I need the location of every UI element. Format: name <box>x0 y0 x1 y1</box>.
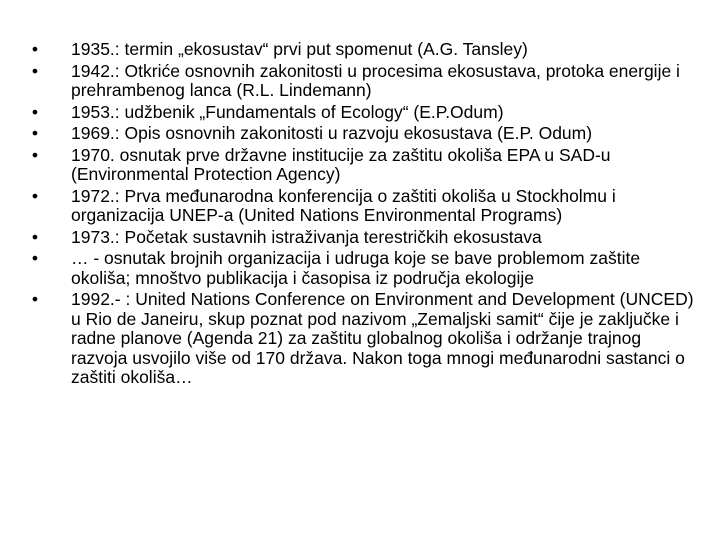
bullet-item-organizations <box>28 249 698 288</box>
bullet-item-1992 <box>28 290 698 388</box>
timeline-bullet-list <box>28 40 698 390</box>
bullet-text: 1973.: Početak sustavnih istraživanja terestričkih ekosustava <box>71 226 542 247</box>
bullet-item-1970 <box>28 146 698 185</box>
bullet-icon: • <box>31 248 39 268</box>
bullet-item-1973 <box>28 228 698 248</box>
bullet-icon: • <box>31 60 39 81</box>
bullet-item-1969 <box>28 124 698 144</box>
bullet-text: … - osnutak brojnih organizacija i udruga koje se bave problemom zaštite okoliša; mnoštvo publikacija i časopisa iz područja ekologije <box>71 248 641 288</box>
bullet-icon: • <box>31 289 39 309</box>
bullet-item-1972 <box>28 187 698 226</box>
bullet-item-1942 <box>28 62 698 101</box>
bullet-text: 1972.: Prva međunarodna konferencija o zaštiti okoliša u Stockholmu i organizacija UNEP-a (United Nations Environmental Programs) <box>71 185 616 225</box>
bullet-text: 1953.: udžbenik „Fundamentals of Ecology“ (E.P.Odum) <box>71 101 504 122</box>
bullet-text: 1970. osnutak prve državne institucije za zaštitu okoliša EPA u SAD-u (Environmental Protection Agency) <box>71 144 611 184</box>
bullet-text: 1935.: termin „ekosustav“ prvi put spomenut (A.G. Tansley) <box>71 39 528 59</box>
bullet-item-1953 <box>28 103 698 123</box>
bullet-text: 1969.: Opis osnovnih zakonitosti u razvoju ekosustava (E.P. Odum) <box>71 123 593 143</box>
bullet-icon: • <box>31 185 39 206</box>
bullet-icon: • <box>31 101 39 122</box>
bullet-icon: • <box>31 123 39 143</box>
bullet-text: 1942.: Otkriće osnovnih zakonitosti u procesima ekosustava, protoka energije i prehrambenog lanca (R.L. Lindemann) <box>71 60 680 100</box>
bullet-icon: • <box>31 144 39 165</box>
bullet-text: 1992.- : United Nations Conference on Environment and Development (UNCED) u Rio de Janeiru, skup poznat pod nazivom „Zemaljski samit“ čije je zaključke i radne planove (Agenda 21) za zaštitu globalnog okoliša i održanje trajnog razvoja usvojilo više od 170 država. Nakon toga mnogi međunarodni sastanci o zaštiti okoliša… <box>71 289 694 387</box>
bullet-icon: • <box>31 226 39 247</box>
bullet-item-1935 <box>28 40 698 60</box>
bullet-icon: • <box>31 39 39 59</box>
